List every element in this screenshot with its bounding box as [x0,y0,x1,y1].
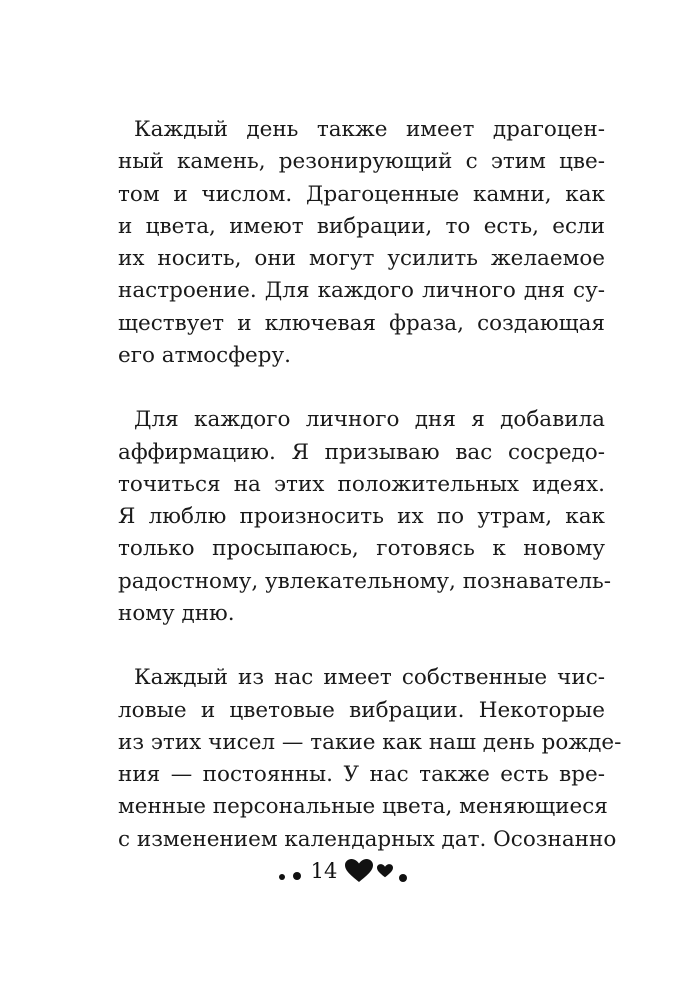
page-body [118,114,622,856]
heart-icon [345,859,373,883]
heart-icon [377,864,393,878]
text-line: том и числом. Драгоценные камни, как [118,181,605,207]
text-line: с изменением календарных дат. Осознанно [118,826,617,852]
text-line: ловые и цветовые вибрации. Некоторые [118,697,605,723]
text-line: Каждый день также имеет драгоцен- [134,117,605,142]
paragraph-2 [118,404,612,630]
text-line: из этих чисел — такие как наш день рожде- [118,729,622,755]
text-line: ществует и ключевая фраза, создающая [118,310,605,336]
text-line: их носить, они могут усилить желаемое [118,246,605,271]
paragraph-3 [118,662,622,856]
text-line: настроение. Для каждого личного дня су- [118,278,605,304]
text-line: аффирмацию. Я призываю вас сосредо- [118,439,605,465]
text-line: ному дню. [118,600,235,626]
dot-icon [399,874,407,882]
page-footer [0,853,686,889]
text-line: радостному, увлекательному, познаватель- [118,568,612,594]
text-line: Каждый из нас имеет собственные чис- [134,665,605,691]
dot-icon [279,874,285,880]
dot-icon [293,872,301,880]
text-line: точиться на этих положительных идеях. [118,471,605,497]
text-line: Для каждого личного дня я добавила [134,407,605,433]
text-line: и цвета, имеют вибрации, то есть, если [118,213,605,239]
text-line: его атмосферу. [118,342,291,368]
paragraph-spacer [118,372,605,404]
text-line: ния — постоянны. У нас также есть вре- [118,762,605,787]
paragraph-spacer [118,630,605,662]
page-number: 14 [310,859,338,883]
text-line: Я люблю произносить их по утрам, как [118,504,605,529]
text-line: менные персональные цвета, меняющиеся [118,794,608,820]
text-line: только просыпаюсь, готовясь к новому [118,536,605,562]
paragraph-1 [118,114,605,372]
text-line: ный камень, резонирующий с этим цве- [118,149,605,175]
